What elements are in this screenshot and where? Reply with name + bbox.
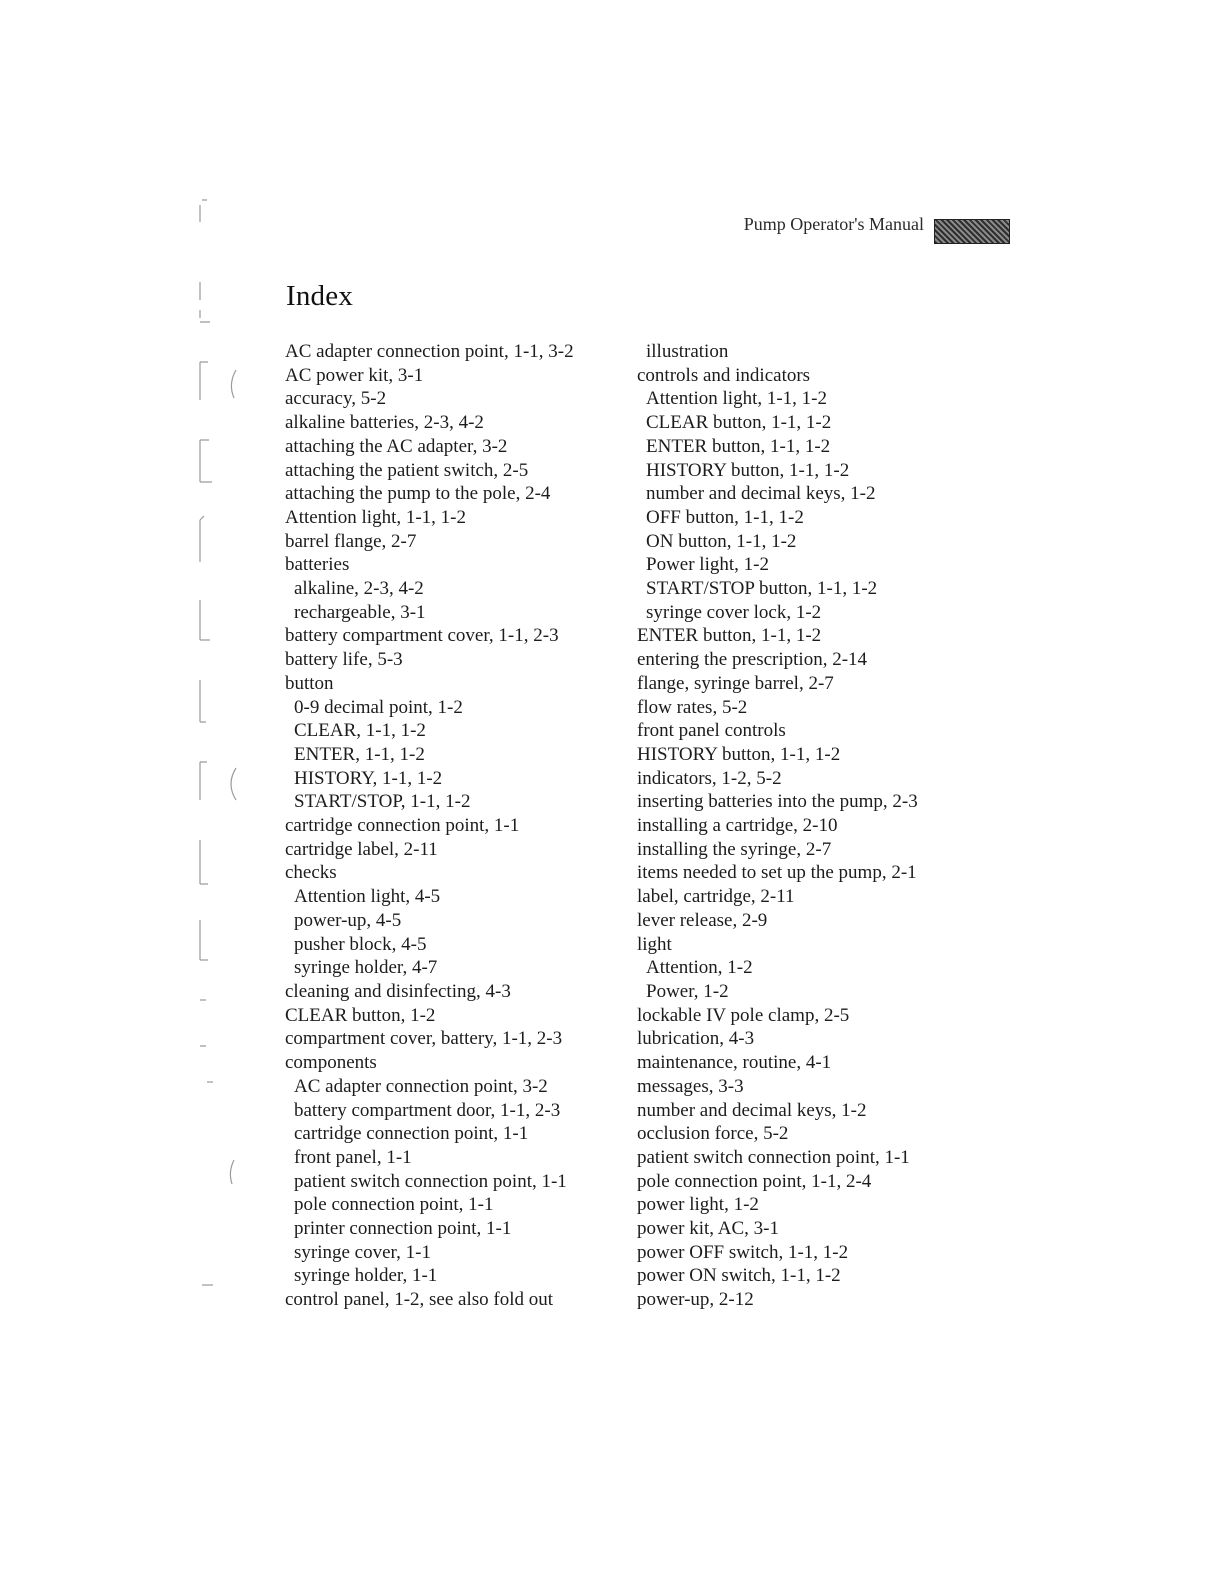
index-entry: Power, 1-2 <box>646 980 729 1002</box>
index-entry: patient switch connection point, 1-1 <box>637 1146 910 1168</box>
index-entry: alkaline batteries, 2-3, 4-2 <box>285 412 484 434</box>
index-entry: accuracy, 5-2 <box>285 388 387 410</box>
index-entry: Attention, 1-2 <box>646 957 753 979</box>
index-entry: Attention light, 1-1, 1-2 <box>646 388 828 410</box>
index-entry: START/STOP, 1-1, 1-2 <box>294 791 471 813</box>
index-entry: items needed to set up the pump, 2-1 <box>637 862 917 884</box>
index-entry: number and decimal keys, 1-2 <box>646 483 876 505</box>
index-entry: cartridge label, 2-11 <box>285 838 438 860</box>
index-entry: AC adapter connection point, 3-2 <box>294 1075 548 1097</box>
index-column-right <box>637 340 918 1312</box>
index-entry: printer connection point, 1-1 <box>294 1218 512 1240</box>
index-entry: pusher block, 4-5 <box>294 933 427 955</box>
index-entry: illustration <box>646 341 729 362</box>
page-title: Index <box>286 280 354 312</box>
index-entry: 0-9 decimal point, 1-2 <box>294 696 463 718</box>
index-entry: lever release, 2-9 <box>637 909 768 931</box>
index-entry: Attention light, 4-5 <box>294 886 441 908</box>
index-entry: label, cartridge, 2-11 <box>637 886 795 908</box>
header-logo-icon <box>934 219 1010 244</box>
index-entry: power OFF switch, 1-1, 1-2 <box>637 1241 849 1263</box>
index-entry: control panel, 1-2, see also fold out <box>285 1289 554 1311</box>
index-entry: occlusion force, 5-2 <box>637 1123 789 1145</box>
index-entry: OFF button, 1-1, 1-2 <box>646 506 804 528</box>
index-entry: syringe cover lock, 1-2 <box>646 601 822 623</box>
index-entry: front panel controls <box>637 720 786 742</box>
index-entry: light <box>637 933 672 955</box>
index-entry: flow rates, 5-2 <box>637 696 748 718</box>
index-column-left <box>285 340 574 1312</box>
index-entry: pole connection point, 1-1 <box>294 1194 494 1216</box>
index-entry: compartment cover, battery, 1-1, 2-3 <box>285 1028 563 1050</box>
index-entry: patient switch connection point, 1-1 <box>294 1170 567 1192</box>
index-entry: Power light, 1-2 <box>646 554 769 576</box>
index-entry: alkaline, 2-3, 4-2 <box>294 578 424 600</box>
index-entry: power ON switch, 1-1, 1-2 <box>637 1265 841 1287</box>
index-entry: START/STOP button, 1-1, 1-2 <box>646 578 878 600</box>
index-entry: pole connection point, 1-1, 2-4 <box>637 1170 872 1192</box>
index-entry: attaching the pump to the pole, 2-4 <box>285 483 551 505</box>
index-entry: power kit, AC, 3-1 <box>637 1218 779 1240</box>
index-entry: battery compartment cover, 1-1, 2-3 <box>285 625 559 647</box>
index-entry: checks <box>285 862 337 884</box>
index-entry: inserting batteries into the pump, 2-3 <box>637 791 918 813</box>
index-entry: Attention light, 1-1, 1-2 <box>285 506 467 528</box>
scan-margin-artifacts <box>0 0 270 1584</box>
index-entry: installing a cartridge, 2-10 <box>637 815 838 837</box>
index-entry: installing the syringe, 2-7 <box>637 838 832 860</box>
index-entry: HISTORY button, 1-1, 1-2 <box>637 743 841 765</box>
index-entry: attaching the AC adapter, 3-2 <box>285 435 508 457</box>
index-entry: syringe cover, 1-1 <box>294 1241 431 1263</box>
index-entry: power light, 1-2 <box>637 1194 759 1216</box>
index-entry: AC adapter connection point, 1-1, 3-2 <box>285 341 574 362</box>
index-entry: button <box>285 672 334 694</box>
index-entry: indicators, 1-2, 5-2 <box>637 767 782 789</box>
index-entry: entering the prescription, 2-14 <box>637 649 868 671</box>
index-entry: AC power kit, 3-1 <box>285 364 424 386</box>
index-entry: components <box>285 1052 377 1074</box>
index-entry: rechargeable, 3-1 <box>294 601 426 623</box>
index-entry: attaching the patient switch, 2-5 <box>285 459 529 481</box>
index-entry: number and decimal keys, 1-2 <box>637 1099 867 1121</box>
index-entry: lockable IV pole clamp, 2-5 <box>637 1004 850 1026</box>
index-entry: ENTER button, 1-1, 1-2 <box>646 435 831 457</box>
index-entry: controls and indicators <box>637 364 811 386</box>
running-header: Pump Operator's Manual <box>743 214 924 234</box>
index-entry: syringe holder, 4-7 <box>294 957 438 979</box>
index-entry: CLEAR button, 1-1, 1-2 <box>646 412 832 434</box>
index-entry: battery life, 5-3 <box>285 649 403 671</box>
index-entry: battery compartment door, 1-1, 2-3 <box>294 1099 561 1121</box>
index-entry: CLEAR button, 1-2 <box>285 1004 436 1026</box>
index-entry: power-up, 2-12 <box>637 1289 754 1311</box>
index-entry: CLEAR, 1-1, 1-2 <box>294 720 426 742</box>
index-entry: ENTER button, 1-1, 1-2 <box>637 625 822 647</box>
index-entry: cleaning and disinfecting, 4-3 <box>285 980 511 1002</box>
index-entry: power-up, 4-5 <box>294 909 402 931</box>
index-entry: HISTORY button, 1-1, 1-2 <box>646 459 850 481</box>
index-entry: front panel, 1-1 <box>294 1146 412 1168</box>
index-entry: HISTORY, 1-1, 1-2 <box>294 767 443 789</box>
index-entry: ON button, 1-1, 1-2 <box>646 530 797 552</box>
index-entry: cartridge connection point, 1-1 <box>294 1123 529 1145</box>
index-entry: batteries <box>285 554 350 576</box>
index-entry: syringe holder, 1-1 <box>294 1265 438 1287</box>
index-entry: messages, 3-3 <box>637 1075 744 1097</box>
index-entry: flange, syringe barrel, 2-7 <box>637 672 834 694</box>
index-entry: ENTER, 1-1, 1-2 <box>294 743 425 765</box>
index-entry: maintenance, routine, 4-1 <box>637 1052 832 1074</box>
index-entry: lubrication, 4-3 <box>637 1028 755 1050</box>
index-entry: cartridge connection point, 1-1 <box>285 815 520 837</box>
index-entry: barrel flange, 2-7 <box>285 530 417 552</box>
